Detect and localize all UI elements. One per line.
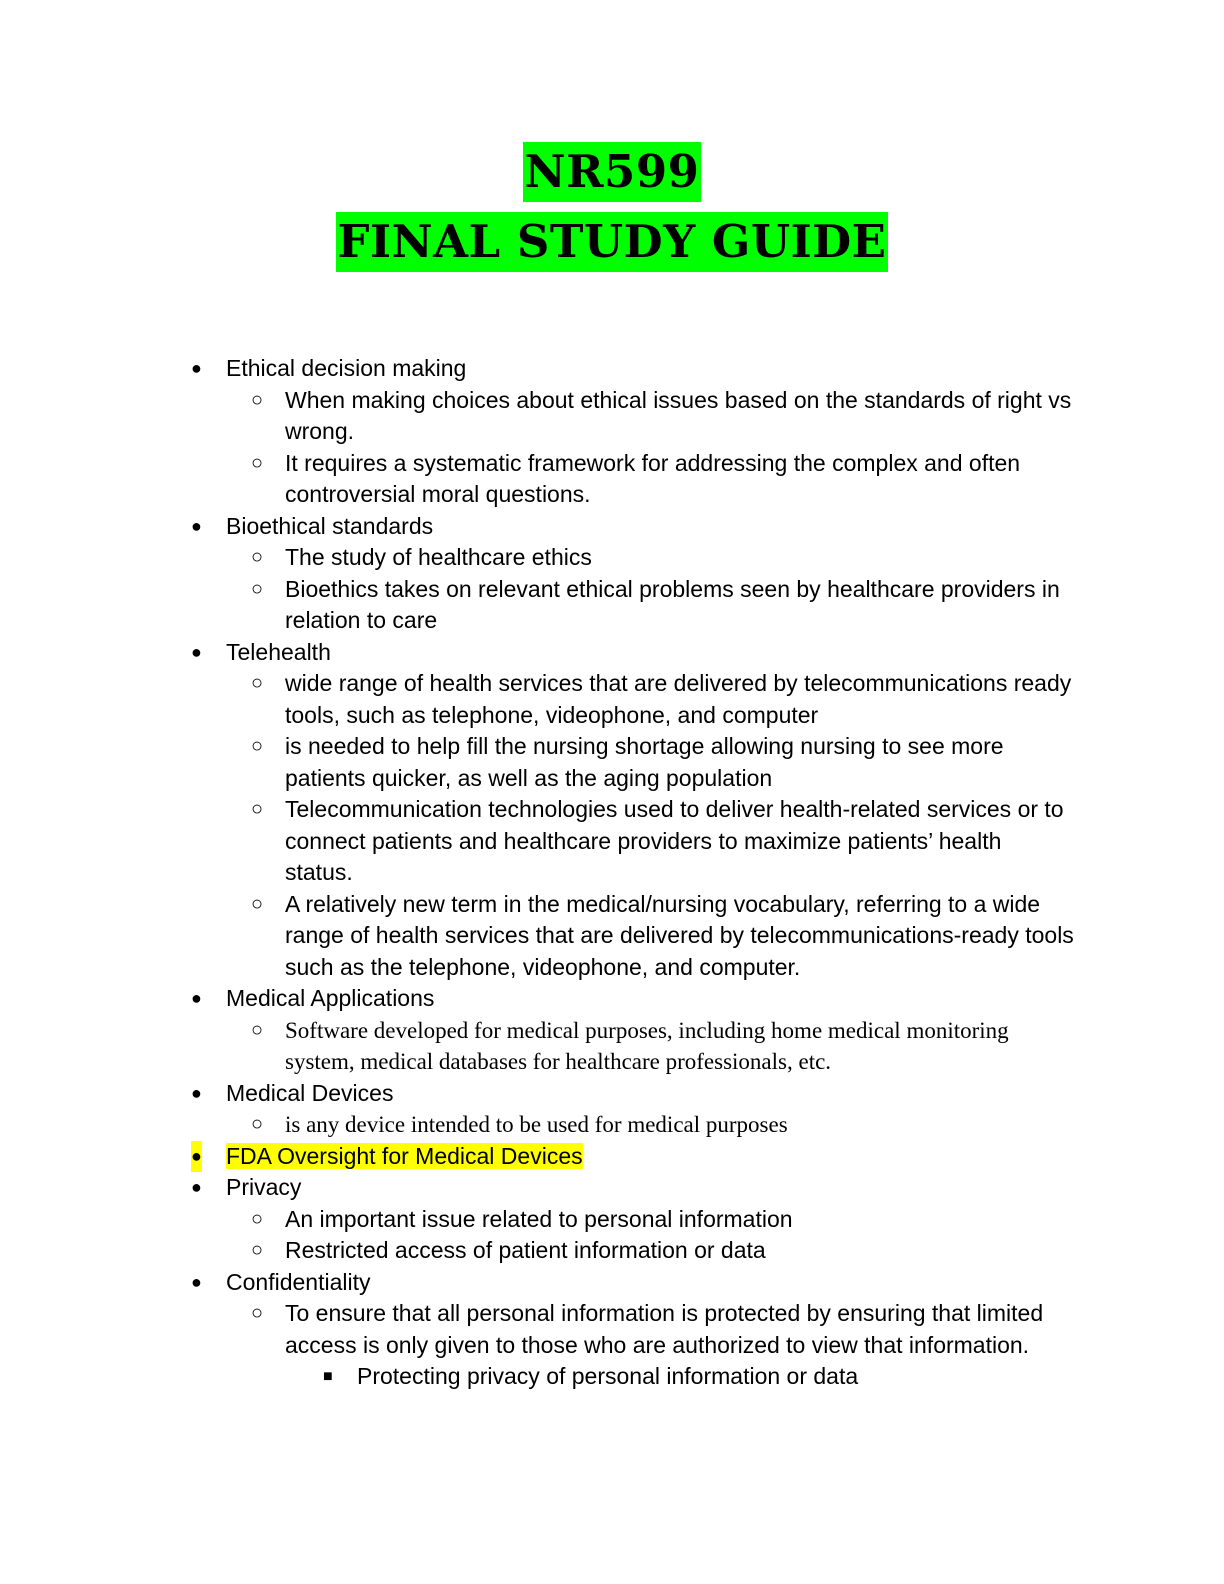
bullet-icon: ●	[191, 358, 202, 378]
subitem-text: Bioethics takes on relevant ethical problems seen by healthcare providers in relation to care	[285, 575, 1060, 633]
circle-bullet-icon: ○	[251, 546, 264, 568]
list-item-medical-applications	[0, 983, 1086, 1015]
circle-bullet-icon: ○	[251, 798, 264, 820]
list-subitem	[0, 574, 1075, 637]
bullet-icon: ●	[191, 1271, 202, 1292]
bullet-icon: ●	[191, 1082, 202, 1103]
subitem-text: A relatively new term in the medical/nursing vocabulary, referring to a wide range of health services that are delivered by telecommunications-ready tools such as the telephone, videophone, and computer.	[285, 890, 1074, 980]
list-subitem	[0, 1235, 1075, 1267]
circle-bullet-icon: ○	[251, 1207, 264, 1230]
list-subitem	[0, 542, 1075, 574]
subitem-text: is any device intended to be used for medical purposes	[285, 1112, 788, 1137]
list-subitem	[0, 1109, 1075, 1141]
item-label: Telehealth	[226, 638, 331, 665]
square-bullet-icon: ■	[323, 1368, 333, 1385]
subitem-text: The study of healthcare ethics	[285, 544, 592, 570]
subitem-text: When making choices about ethical issues based on the standards of right vs wrong.	[285, 386, 1072, 444]
item-label: Bioethical standards	[226, 512, 434, 539]
subitem-text: Telecommunication technologies used to deliver health-related services or to connect patients and healthcare providers to maximize patients’ health status.	[285, 796, 1064, 885]
course-code-title: NR599	[523, 142, 702, 202]
item-label: Privacy	[226, 1174, 302, 1200]
circle-bullet-icon: ○	[251, 451, 264, 474]
subitem-text: Restricted access of patient information or data	[285, 1237, 766, 1263]
subitem-text: Software developed for medical purposes, including home medical monitoring system, medical databases for healthcare professionals, etc.	[285, 1017, 1009, 1074]
bullet-icon: ●	[191, 515, 202, 536]
bullet-icon: ●	[191, 988, 202, 1008]
list-item-ethical-decision-making	[0, 353, 1086, 385]
circle-bullet-icon: ○	[251, 735, 264, 757]
circle-bullet-icon: ○	[251, 577, 264, 600]
list-subitem	[0, 448, 1075, 511]
list-subitem	[0, 1298, 1075, 1361]
subitem-text: wide range of health services that are delivered by telecommunications ready tools, such as telephone, videophone, and computer	[285, 670, 1072, 728]
circle-bullet-icon: ○	[251, 1018, 264, 1041]
list-item-fda-oversight	[0, 1141, 1086, 1173]
title-block	[0, 142, 1224, 282]
circle-bullet-icon: ○	[251, 672, 264, 694]
bullet-icon: ●	[191, 1177, 202, 1197]
list-subitem	[0, 1204, 1075, 1236]
list-subsubitem	[0, 1361, 1077, 1393]
subsubitem-text: Protecting privacy of personal information or data	[357, 1363, 859, 1389]
circle-bullet-icon: ○	[251, 892, 264, 915]
list-item-privacy	[0, 1172, 1086, 1204]
subitem-text: An important issue related to personal information	[285, 1205, 793, 1232]
list-subitem	[0, 668, 1075, 731]
circle-bullet-icon: ○	[251, 1302, 264, 1324]
circle-bullet-icon: ○	[251, 1239, 264, 1261]
study-guide-outline	[0, 353, 1224, 1393]
list-item-telehealth	[0, 637, 1086, 669]
list-subitem	[0, 385, 1075, 448]
circle-bullet-icon: ○	[251, 1113, 264, 1135]
list-subitem	[0, 1015, 1075, 1078]
list-item-medical-devices	[0, 1078, 1086, 1110]
subitem-text: To ensure that all personal information is protected by ensuring that limited access is only given to those who are authorized to view that information.	[285, 1300, 1044, 1358]
bullet-icon: ●	[191, 1141, 202, 1173]
list-item-bioethical-standards	[0, 511, 1086, 543]
item-label: Medical Devices	[226, 1079, 394, 1106]
list-subitem	[0, 889, 1075, 984]
item-label: Medical Applications	[226, 985, 435, 1011]
list-subitem	[0, 731, 1075, 794]
item-label: Ethical decision making	[226, 355, 467, 381]
bullet-icon: ●	[191, 641, 202, 662]
circle-bullet-icon: ○	[251, 388, 264, 411]
list-subitem	[0, 794, 1075, 889]
highlighted-item-label: FDA Oversight for Medical Devices	[226, 1142, 583, 1169]
study-guide-title: FINAL STUDY GUIDE	[336, 212, 889, 272]
subitem-text: It requires a systematic framework for addressing the complex and often controversial moral questions.	[285, 449, 1021, 507]
subitem-text: is needed to help fill the nursing shortage allowing nursing to see more patients quicker, as well as the aging population	[285, 733, 1004, 791]
item-label: Confidentiality	[226, 1268, 371, 1295]
list-item-confidentiality	[0, 1267, 1086, 1299]
